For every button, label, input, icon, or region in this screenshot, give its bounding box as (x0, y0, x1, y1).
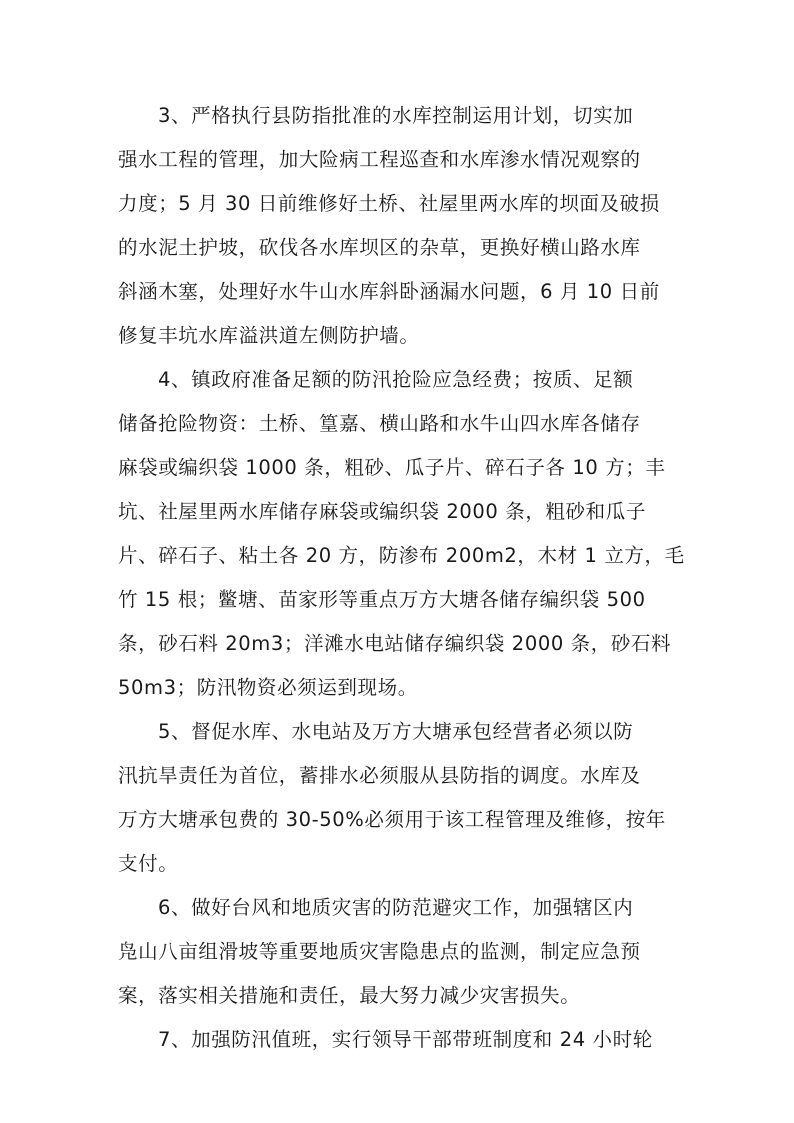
paragraph-contractor-duties (118, 710, 678, 886)
text-line: 强水工程的管理，加大险病工程巡查和水库渗水情况观察的 (118, 148, 641, 171)
text-line: 案，落实相关措施和责任，最大努力减少灾害损失。 (118, 984, 581, 1007)
text-line: 7、加强防汛值班，实行领导干部带班制度和 24 小时轮 (158, 1028, 653, 1051)
text-line: 储备抢险物资：土桥、篁嘉、横山路和水牛山四水库各储存 (118, 412, 641, 435)
text-line: 汛抗旱责任为首位，蓄排水必须服从县防指的调度。水库及 (118, 764, 641, 787)
text-line: 条，砂石料 20m3；洋滩水电站储存编织袋 2000 条，砂石料 (118, 632, 672, 655)
text-line: 麻袋或编织袋 1000 条，粗砂、瓜子片、碎石子各 10 方；丰 (118, 456, 666, 479)
text-line: 凫山八亩组滑坡等重要地质灾害隐患点的监测，制定应急预 (118, 940, 641, 963)
text-line: 的水泥土护坡，砍伐各水库坝区的杂草，更换好横山路水库 (118, 236, 641, 259)
text-line: 50m3；防汛物资必须运到现场。 (118, 676, 418, 699)
text-line: 竹 15 根；鳖塘、苗家形等重点万方大塘各储存编织袋 500 (118, 588, 646, 611)
paragraph-duty-shifts (118, 1018, 678, 1062)
paragraph-disaster-prevention (118, 886, 678, 1018)
text-line: 坑、社屋里两水库储存麻袋或编织袋 2000 条，粗砂和瓜子 (118, 500, 646, 523)
text-line: 4、镇政府准备足额的防汛抢险应急经费；按质、足额 (158, 368, 634, 391)
text-line: 片、碎石子、粘土各 20 方，防渗布 200m2，木材 1 立方，毛 (118, 544, 685, 567)
text-line: 支付。 (118, 852, 179, 875)
document-body (118, 94, 685, 1062)
text-line: 力度；5 月 30 日前维修好土桥、社屋里两水库的坝面及破损 (118, 192, 660, 215)
text-line: 万方大塘承包费的 30-50%必须用于该工程管理及维修，按年 (118, 808, 666, 831)
text-line: 6、做好台风和地质灾害的防范避灾工作，加强辖区内 (158, 896, 634, 919)
text-line: 3、严格执行县防指批准的水库控制运用计划，切实加 (158, 104, 634, 127)
text-line: 5、督促水库、水电站及万方大塘承包经营者必须以防 (158, 720, 634, 743)
paragraph-reservoir-control (118, 94, 678, 358)
text-line: 修复丰坑水库溢洪道左侧防护墙。 (118, 324, 420, 347)
paragraph-emergency-supplies (118, 358, 685, 710)
text-line: 斜涵木塞，处理好水牛山水库斜卧涵漏水问题，6 月 10 日前 (118, 280, 660, 303)
